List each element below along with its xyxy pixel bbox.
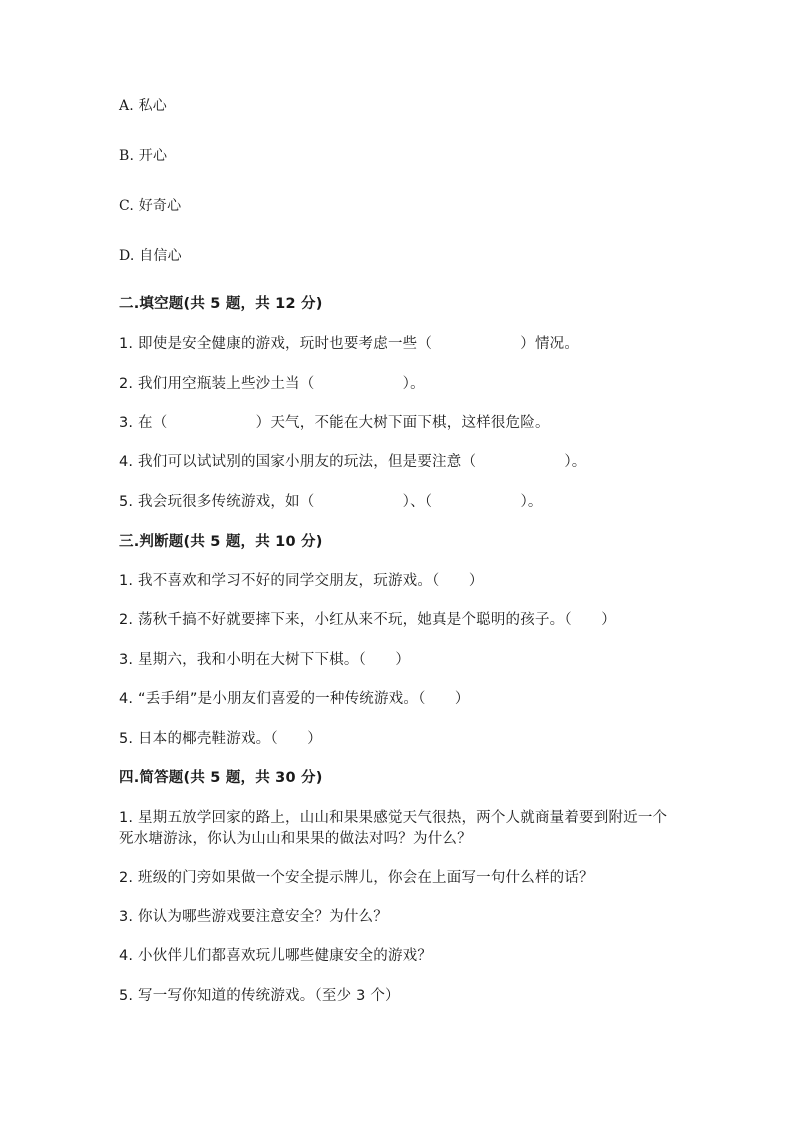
fill-blank-question: 5. 我会玩很多传统游戏，如（ ）、（ ）。: [119, 494, 543, 510]
section-heading-short-answer: 四.简答题(共 5 题，共 30 分): [119, 770, 323, 786]
fill-blank-question: 4. 我们可以试试别的国家小朋友的玩法，但是要注意（ ）。: [119, 454, 587, 470]
true-false-question: 4. “丢手绢”是小朋友们喜爱的一种传统游戏。（ ）: [119, 691, 470, 707]
true-false-question: 2. 荡秋千搞不好就要摔下来，小红从来不玩，她真是个聪明的孩子。（ ）: [119, 612, 616, 628]
true-false-question: 3. 星期六，我和小明在大树下下棋。（ ）: [119, 652, 411, 668]
short-answer-question: 2. 班级的门旁如果做一个安全提示牌儿，你会在上面写一句什么样的话？: [119, 870, 594, 886]
fill-blank-question: 2. 我们用空瓶装上些沙土当（ ）。: [119, 376, 425, 392]
option-b: B. 开心: [119, 148, 168, 164]
option-d: D. 自信心: [119, 248, 182, 264]
short-answer-question: 4. 小伙伴儿们都喜欢玩儿哪些健康安全的游戏？: [119, 948, 433, 964]
section-heading-fill-blank: 二.填空题(共 5 题，共 12 分): [119, 296, 323, 312]
short-answer-question: 3. 你认为哪些游戏要注意安全？为什么？: [119, 909, 388, 925]
short-answer-question: 1. 星期五放学回家的路上，山山和果果感觉天气很热，两个人就商量着要到附近一个死水塘游泳，你认为山山和果果的做法对吗？为什么？: [119, 810, 668, 847]
fill-blank-question: 1. 即使是安全健康的游戏，玩时也要考虑一些（ ）情况。: [119, 336, 580, 352]
option-c: C. 好奇心: [119, 198, 182, 214]
option-a: A. 私心: [119, 98, 168, 114]
fill-blank-question: 3. 在（ ）天气，不能在大树下面下棋，这样很危险。: [119, 415, 550, 431]
section-heading-true-false: 三.判断题(共 5 题，共 10 分): [119, 534, 323, 550]
short-answer-question: 5. 写一写你知道的传统游戏。（至少 3 个）: [119, 988, 400, 1004]
true-false-question: 1. 我不喜欢和学习不好的同学交朋友，玩游戏。（ ）: [119, 573, 484, 589]
true-false-question: 5. 日本的椰壳鞋游戏。（ ）: [119, 731, 322, 747]
